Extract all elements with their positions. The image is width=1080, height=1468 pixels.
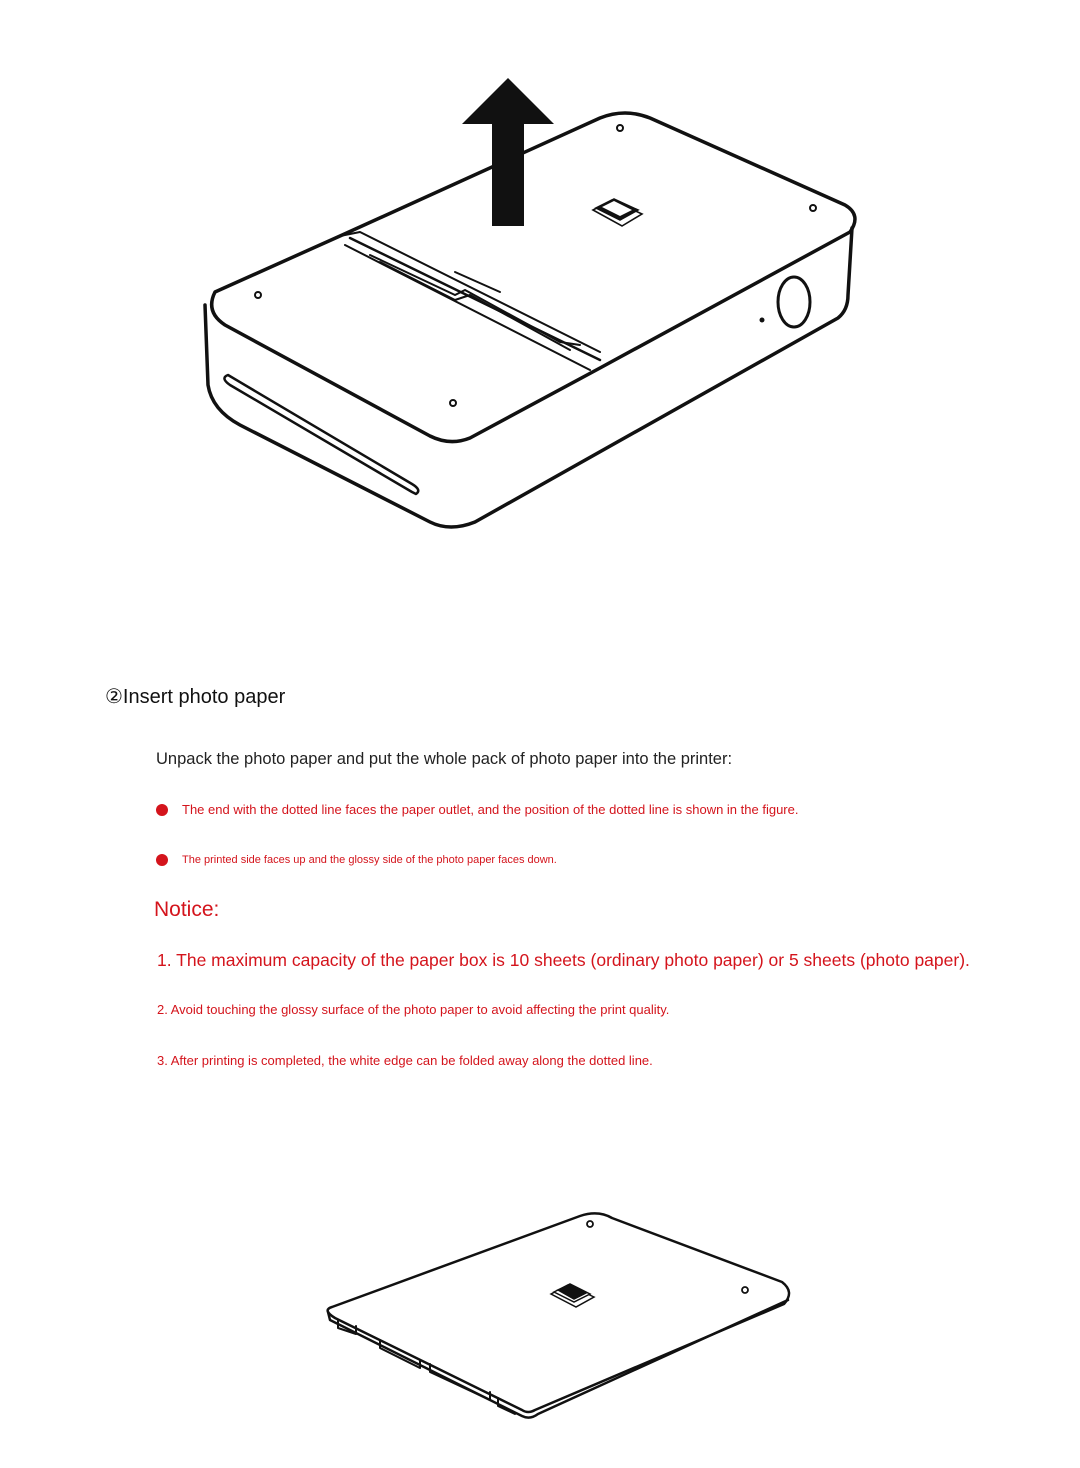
- notice-item: 1. The maximum capacity of the paper box is 10 sheets (ordinary photo paper) or 5 sheets (photo paper).: [157, 950, 970, 970]
- paper-cover-illustration: [318, 1205, 798, 1430]
- bullet-item: [156, 854, 557, 866]
- up-arrow-icon: [462, 78, 554, 226]
- printer-illustration: [190, 70, 870, 540]
- notice-title: Notice:: [154, 898, 220, 921]
- bullet-dot-icon: [156, 804, 168, 816]
- bullet-text: The end with the dotted line faces the paper outlet, and the position of the dotted line is shown in the figure.: [182, 802, 799, 817]
- bullet-item: [156, 802, 798, 817]
- section-heading: ②Insert photo paper: [105, 686, 286, 708]
- bullet-text: The printed side faces up and the glossy side of the photo paper faces down.: [182, 854, 557, 866]
- photo-stack-icon: [551, 1284, 594, 1307]
- notice-item: 2. Avoid touching the glossy surface of the photo paper to avoid affecting the print quality.: [157, 1002, 670, 1017]
- notice-item: 3. After printing is completed, the white edge can be folded away along the dotted line.: [157, 1053, 653, 1068]
- photo-stack-icon: [593, 199, 642, 226]
- bullet-dot-icon: [156, 854, 168, 866]
- intro-text: Unpack the photo paper and put the whole pack of photo paper into the printer:: [156, 750, 733, 768]
